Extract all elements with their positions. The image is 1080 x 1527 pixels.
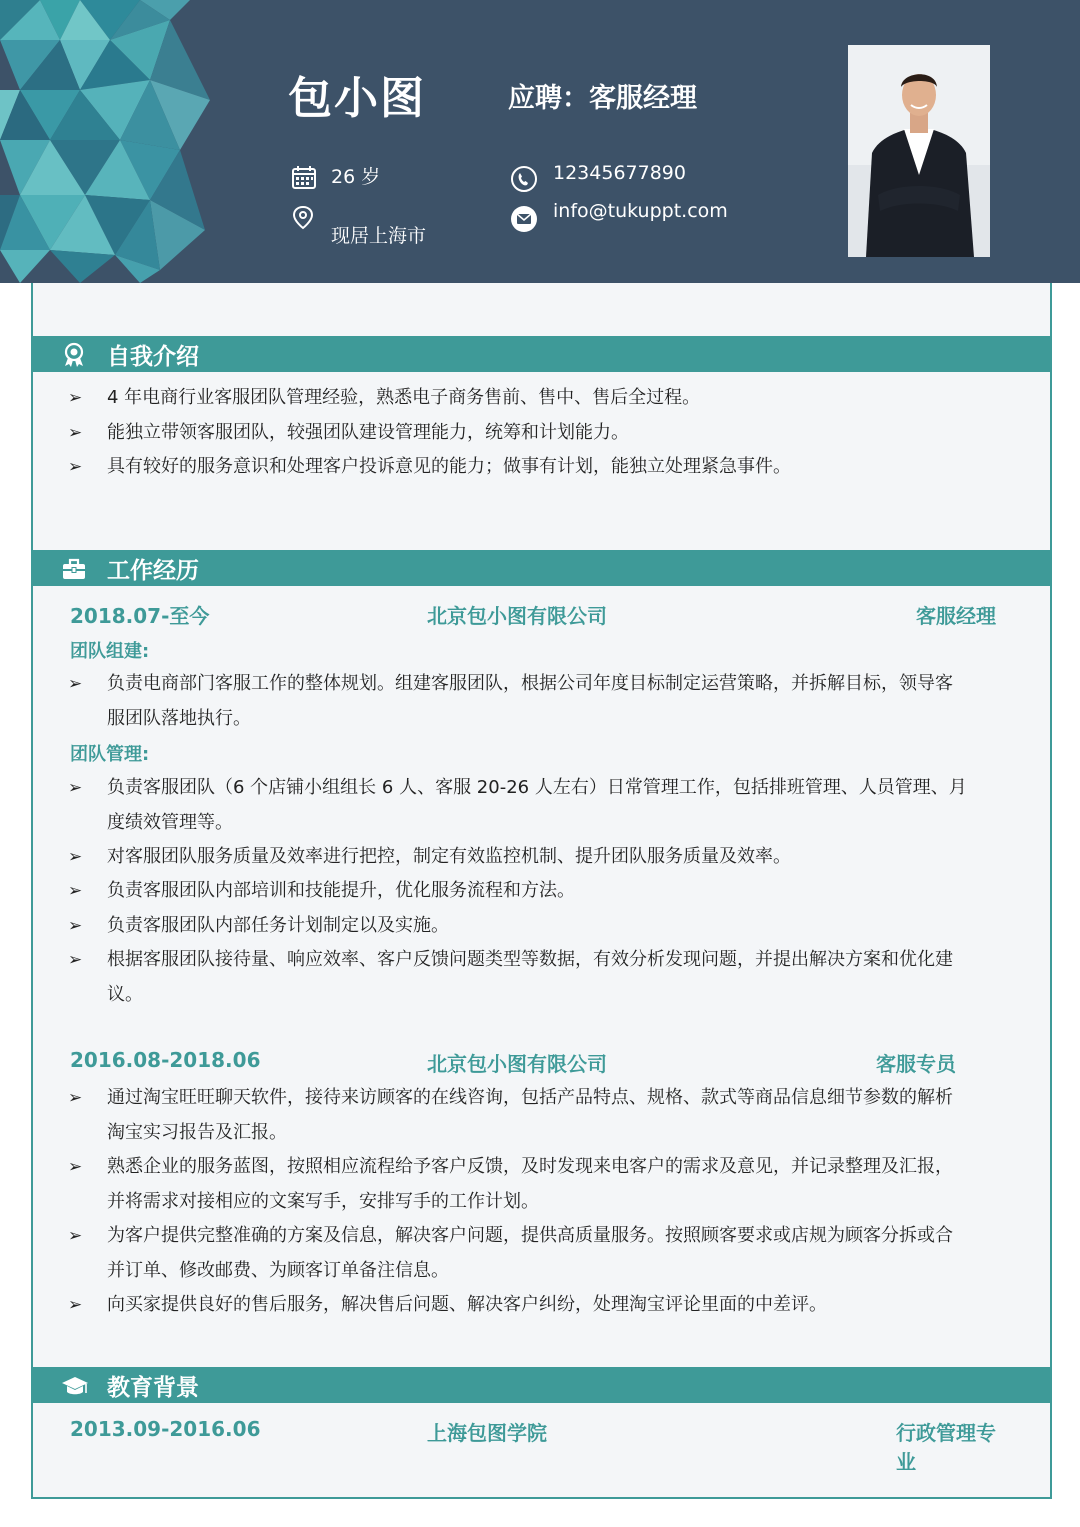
job-period: 2018.07-至今 [70,604,210,628]
briefcase-icon [61,556,87,582]
email-icon [510,205,538,233]
bullet-arrow-icon: ➢ [68,1295,83,1315]
intro-item: ➢ 具有较好的服务意识和处理客户投诉意见的能力；做事有计划，能独立处理紧急事件。 [68,450,1008,485]
job-header-row [70,1048,1010,1078]
section-bar-work [31,550,1050,586]
education-row [70,1417,1010,1474]
job-item: ➢ 为客户提供完整准确的方案及信息，解决客户问题，提供高质量服务。按照顾客要求或店规为顾客分拆或合 并订单、修改邮费、为顾客订单备注信息。 [68,1219,1008,1288]
phone-text: 12345677890 [553,162,686,184]
job-role: 客服专员 [876,1052,956,1076]
bullet-arrow-icon: ➢ [68,388,83,408]
job-item: ➢ 根据客服团队接待量、响应效率、客户反馈问题类型等数据，有效分析发现问题，并提出解决方案和优化建 议。 [68,943,1008,1012]
section-title-work: 工作经历 [107,558,199,584]
intro-item: ➢ 4 年电商行业客服团队管理经验，熟悉电子商务售前、售中、售后全过程。 [68,381,1008,416]
job-role: 客服经理 [916,604,996,628]
graduation-cap-icon [61,1373,89,1399]
email-text: info@tukuppt.com [553,200,728,222]
resume-header [0,0,1080,283]
section-bar-education [31,1367,1050,1403]
age-text: 26 岁 [331,166,381,188]
job-subheading: 团队管理: [70,744,150,765]
education-major: 行政管理专业 [896,1421,996,1474]
award-ribbon-icon [61,342,87,368]
bullet-arrow-icon: ➢ [68,916,83,936]
job-item: ➢ 对客服团队服务质量及效率进行把控，制定有效监控机制、提升团队服务质量及效率。 [68,840,1008,875]
bullet-arrow-icon: ➢ [68,423,83,443]
phone-icon [510,165,538,193]
geometric-triangle-pattern [0,0,220,283]
profile-photo [848,45,990,257]
intro-item: ➢ 能独立带领客服团队，较强团队建设管理能力，统筹和计划能力。 [68,416,1008,451]
section-bar-intro [31,336,1050,372]
job-item: ➢ 通过淘宝旺旺聊天软件，接待来访顾客的在线咨询，包括产品特点、规格、款式等商品信息细节参数的解析 淘宝实习报告及汇报。 [68,1081,1008,1150]
bullet-arrow-icon: ➢ [68,457,83,477]
bullet-arrow-icon: ➢ [68,778,83,798]
bullet-arrow-icon: ➢ [68,950,83,970]
job-item: ➢ 负责电商部门客服工作的整体规划。组建客服团队，根据公司年度目标制定运营策略，并拆解目标，领导客 服团队落地执行。 [68,667,1008,736]
person-portrait-icon [848,45,990,257]
job-subheading: 团队组建: [70,641,150,662]
applied-position: 应聘：客服经理 [508,83,697,114]
section-title-education: 教育背景 [107,1375,199,1401]
location-text: 现居上海市 [331,225,427,247]
job-company: 北京包小图有限公司 [427,1052,607,1076]
section-title-intro: 自我介绍 [107,344,199,370]
job-item: ➢ 负责客服团队内部培训和技能提升，优化服务流程和方法。 [68,874,1008,909]
job-header-row [70,600,1010,630]
job-item: ➢ 负责客服团队（6 个店铺小组组长 6 人、客服 20-26 人左右）日常管理工作，包括排班管理、人员管理、月 度绩效管理等。 [68,771,1008,840]
calendar-icon [291,166,317,190]
job-period: 2016.08-2018.06 [70,1048,261,1072]
bullet-arrow-icon: ➢ [68,847,83,867]
education-period: 2013.09-2016.06 [70,1417,261,1441]
location-pin-icon [291,205,315,231]
bullet-arrow-icon: ➢ [68,674,83,694]
bullet-arrow-icon: ➢ [68,1088,83,1108]
bullet-arrow-icon: ➢ [68,1226,83,1246]
candidate-name: 包小图 [288,73,426,124]
job-item: ➢ 向买家提供良好的售后服务，解决售后问题、解决客户纠纷，处理淘宝评论里面的中差评。 [68,1288,1008,1323]
job-item: ➢ 熟悉企业的服务蓝图，按照相应流程给予客户反馈，及时发现来电客户的需求及意见，并记录整理及汇报， 并将需求对接相应的文案写手，安排写手的工作计划。 [68,1150,1008,1219]
job-company: 北京包小图有限公司 [427,604,607,628]
bullet-arrow-icon: ➢ [68,1157,83,1177]
bullet-arrow-icon: ➢ [68,881,83,901]
education-school: 上海包图学院 [427,1421,547,1445]
job-item: ➢ 负责客服团队内部任务计划制定以及实施。 [68,909,1008,944]
